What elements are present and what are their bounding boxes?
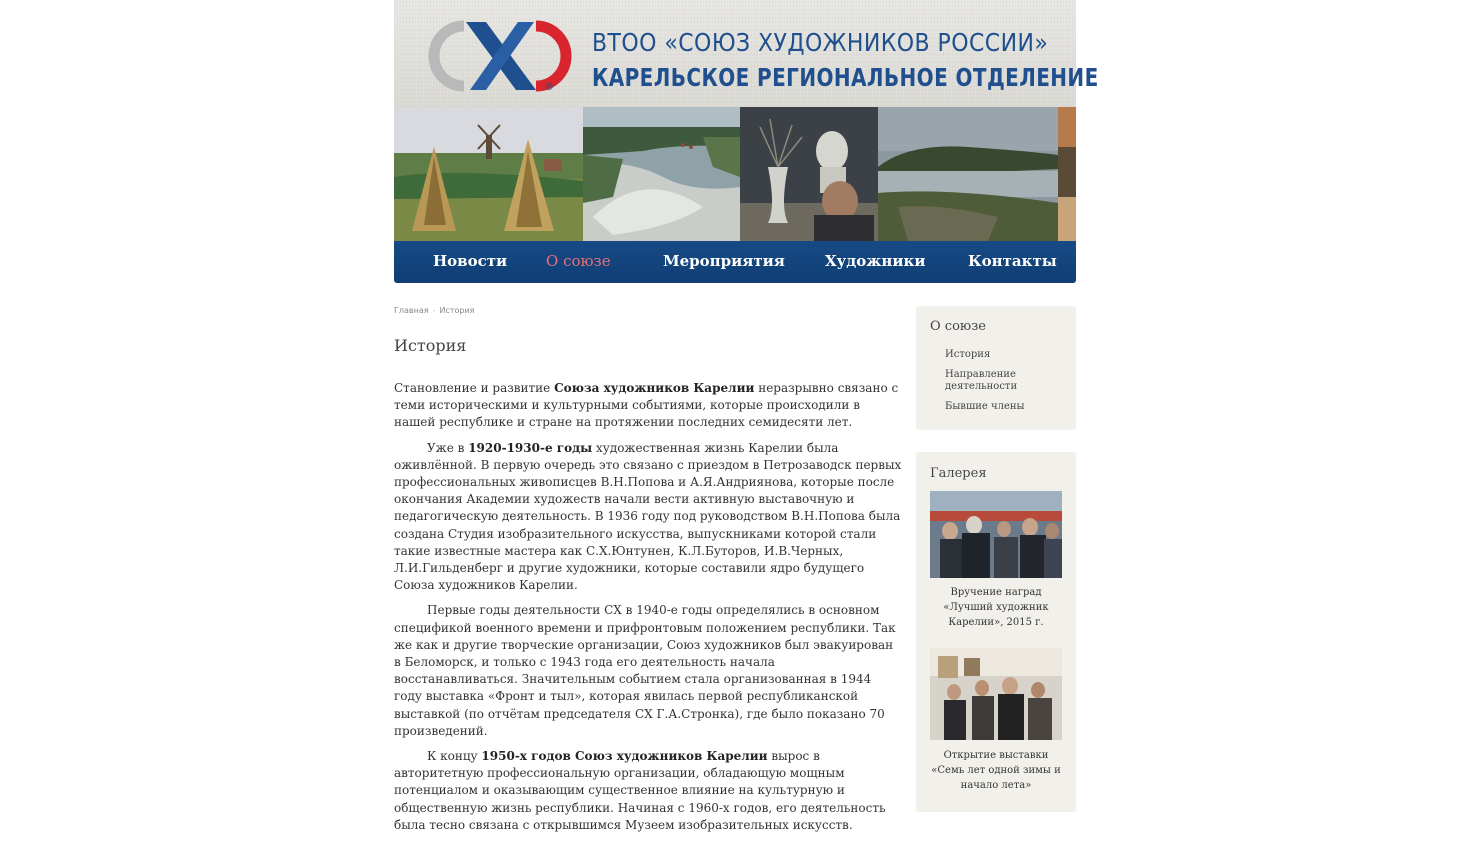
sidebar-gallery-title: Галерея bbox=[930, 466, 987, 481]
article-paragraph bbox=[394, 440, 902, 595]
nav-item-events[interactable]: Мероприятия bbox=[663, 252, 785, 270]
nav-item-news[interactable]: Новости bbox=[433, 252, 508, 270]
article-paragraph bbox=[394, 380, 902, 432]
nav-item-contacts[interactable]: Контакты bbox=[968, 252, 1057, 270]
union-logo-icon[interactable] bbox=[420, 18, 580, 94]
text-run: Уже в bbox=[427, 440, 469, 455]
bold-text: 1950-х годов Союз художников Карелии bbox=[481, 749, 768, 764]
sidebar-about-title: О союзе bbox=[930, 319, 986, 334]
text-run: художественная жизнь Карелии была оживлённой. В первую очередь это связано с приездом в Петрозаводск первых профессиональных живописцев В.Н.Попова и А.Я.Андриянова, которые после окончания Академии художеств начали вести активную выставочную и педагогическую деятельность. В 1936 году под руководством В.Н.Попова была создана Студия изобразительного искусства, выпускниками которой стали такие известные мастера как С.Х.Юнтунен, К.Л.Буторов, И.В.Черных, Л.И.Гильденберг и другие художники, которые составили ядро будущего Союза художников Карелии. bbox=[394, 440, 902, 593]
breadcrumb-home-link[interactable]: Главная bbox=[394, 306, 429, 315]
painting-partial bbox=[1058, 107, 1076, 241]
painting-still-life bbox=[740, 107, 878, 241]
org-name-line2: КАРЕЛЬСКОЕ РЕГИОНАЛЬНОЕ ОТДЕЛЕНИЕ bbox=[592, 63, 1099, 92]
gallery-photo-exhibition[interactable] bbox=[930, 648, 1062, 740]
header-logo-band bbox=[394, 0, 1099, 107]
breadcrumb bbox=[394, 306, 474, 315]
sidebar-link-directions[interactable]: Направление деятельности bbox=[945, 369, 1018, 392]
painting-river bbox=[583, 107, 740, 241]
text-run: К концу bbox=[427, 749, 482, 764]
sidebar-gallery-box bbox=[916, 452, 1076, 812]
bold-text: 1920-1930-е годы bbox=[468, 440, 593, 455]
article-body bbox=[394, 380, 902, 842]
text-run: неразрывно связано с теми историческими и культурными событиями, которые происходили в нашей республике и стране на протяжении последних семидесяти лет. bbox=[394, 381, 899, 430]
article-paragraph bbox=[394, 748, 902, 834]
header-paintings-strip bbox=[394, 107, 1076, 241]
bold-text: Союза художников Карелии bbox=[554, 381, 755, 395]
breadcrumb-separator: - bbox=[432, 306, 436, 315]
text-run: Становление и развитие bbox=[394, 381, 555, 395]
sidebar-link-history[interactable]: История bbox=[945, 349, 991, 360]
logo-registered-mark: ® bbox=[544, 82, 554, 93]
sidebar-about-box bbox=[916, 306, 1076, 430]
gallery-caption[interactable]: Вручение наград «Лучший художник Карелии», 2015 г. bbox=[943, 587, 1049, 628]
main-nav bbox=[394, 241, 1076, 283]
breadcrumb-current: История bbox=[439, 306, 475, 315]
nav-item-artists[interactable]: Художники bbox=[825, 252, 926, 270]
org-name-line1: ВТОО «СОЮЗ ХУДОЖНИКОВ РОССИИ» bbox=[592, 28, 1049, 57]
painting-lake bbox=[878, 107, 1058, 241]
page-title: История bbox=[394, 336, 467, 355]
gallery-caption[interactable]: Открытие выставки «Семь лет одной зимы и начало лета» bbox=[931, 750, 1061, 791]
article-paragraph: Первые годы деятельности СХ в 1940-е годы определялись в основном спецификой военного времени и прифронтовым положением республики. Так же как и другие творческие организации, Союз художников был эвакуирован в Беломорск, и только с 1943 года его деятельность начала восстанавливаться. Значительным событием стала организованная в 1944 году выставка «Фронт и тыл», которая явилась первой республиканской выставкой (по отчётам председателя СХ Г.А.Стронка), где было показано 70 произведений. bbox=[394, 603, 896, 738]
gallery-photo-awards[interactable] bbox=[930, 491, 1062, 578]
painting-haystacks bbox=[394, 107, 583, 241]
nav-item-about[interactable]: О союзе bbox=[546, 252, 611, 270]
sidebar-link-former-members[interactable]: Бывшие члены bbox=[945, 401, 1025, 412]
text-run: вырос в авторитетную профессиональную организации, обладающую мощным потенциалом и оказывающим существенное влияние на культурную и общественную жизнь республики. Начиная с 1960-х годов, его деятельность была тесно связана с открывшимся Музеем изобразительных искусств. bbox=[394, 749, 886, 832]
